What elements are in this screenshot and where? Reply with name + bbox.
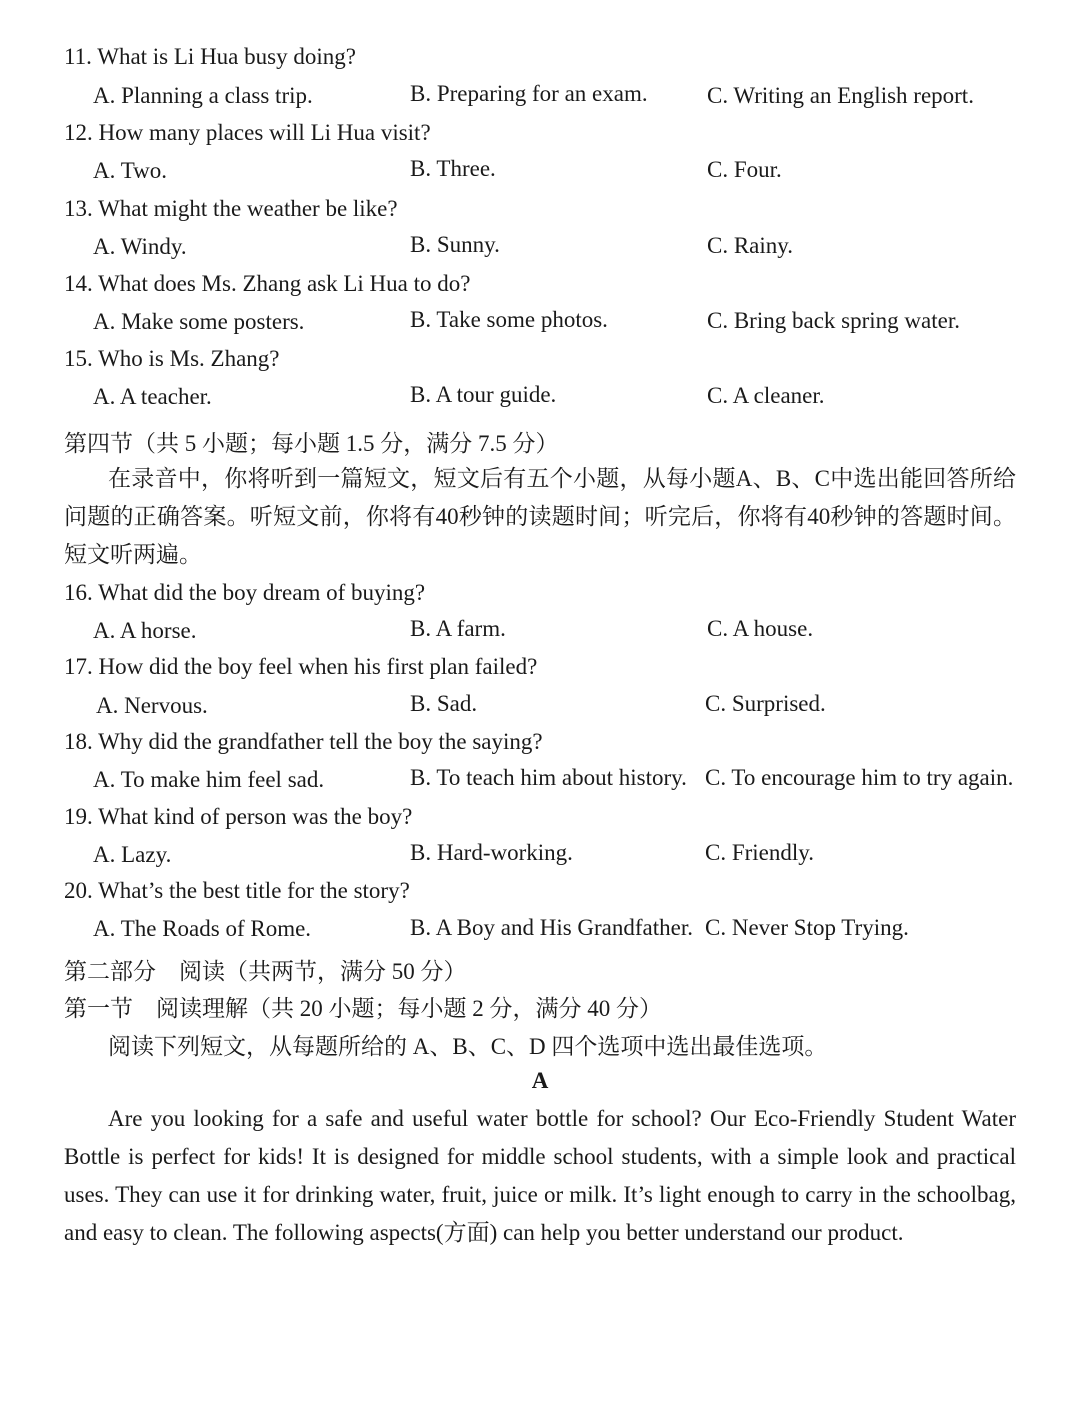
option-b: B. Three. [410, 156, 496, 181]
option-a: A. A teacher. [93, 384, 212, 409]
option-a: A. A horse. [93, 618, 197, 643]
option-a: A. Two. [93, 158, 167, 183]
reading-instructions: 阅读下列短文，从每题所给的 A、B、C、D 四个选项中选出最佳选项。 [108, 1034, 828, 1059]
option-b: B. Hard-working. [410, 840, 573, 865]
section-heading: 第一节 阅读理解（共 20 小题；每小题 2 分，满分 40 分） [64, 996, 662, 1021]
question-text: 19. What kind of person was the boy? [64, 804, 413, 829]
option-c: C. A cleaner. [707, 383, 825, 408]
question-text: 14. What does Ms. Zhang ask Li Hua to do? [64, 271, 471, 296]
option-b: B. Preparing for an exam. [410, 81, 648, 106]
section-instructions: 在录音中，你将听到一篇短文，短文后有五个小题，从每小题A、B、C中选出能回答所给问题的正确答案。听短文前，你将有40秒钟的读题时间；听完后，你将有40秒钟的答题时间。短文听两遍。 [64, 466, 1016, 567]
option-a: A. Windy. [93, 234, 187, 259]
option-c: C. A house. [707, 616, 814, 641]
option-c: C. Surprised. [705, 691, 826, 716]
option-a: A. Nervous. [96, 693, 208, 718]
option-a: A. Make some posters. [93, 309, 305, 334]
option-b: B. Sunny. [410, 232, 500, 257]
passage-label: A [531, 1068, 549, 1093]
option-a: A. Lazy. [93, 842, 172, 867]
option-c: C. Never Stop Trying. [705, 915, 909, 940]
option-b: B. A tour guide. [410, 382, 557, 407]
option-a: A. Planning a class trip. [93, 83, 313, 108]
option-a: A. The Roads of Rome. [93, 916, 312, 941]
question-text: 16. What did the boy dream of buying? [64, 580, 426, 605]
option-b: B. A Boy and His Grandfather. [410, 915, 693, 940]
option-c: C. Rainy. [707, 233, 794, 258]
section-heading: 第四节（共 5 小题；每小题 1.5 分，满分 7.5 分） [64, 431, 559, 456]
question-text: 17. How did the boy feel when his first plan failed? [64, 654, 538, 679]
option-a: A. To make him feel sad. [93, 767, 325, 792]
option-c: C. To encourage him to try again. [705, 765, 1014, 790]
passage-text: Are you looking for a safe and useful water bottle for school? Our Eco-Friendly Student Water Bottle is perfect for kids! It is designed for middle school students, with a simple look and practical uses. They can use it for drinking water, fruit, juice or milk. It’s light enough to carry in the schoolbag, and easy to clean. The following aspects(方面) can help you better understand our product. [64, 1106, 1016, 1245]
option-b: B. Take some photos. [410, 307, 608, 332]
option-c: C. Friendly. [705, 840, 815, 865]
option-b: B. A farm. [410, 616, 506, 641]
question-text: 20. What’s the best title for the story? [64, 878, 410, 903]
question-text: 13. What might the weather be like? [64, 196, 398, 221]
option-c: C. Bring back spring water. [707, 308, 960, 333]
option-c: C. Writing an English report. [707, 83, 974, 108]
option-c: C. Four. [707, 157, 782, 182]
option-b: B. Sad. [410, 691, 478, 716]
option-b: B. To teach him about history. [410, 765, 687, 790]
question-text: 18. Why did the grandfather tell the boy the saying? [64, 729, 543, 754]
question-text: 12. How many places will Li Hua visit? [64, 120, 431, 145]
part-heading: 第二部分 阅读（共两节，满分 50 分） [64, 959, 467, 984]
question-text: 15. Who is Ms. Zhang? [64, 346, 280, 371]
question-text: 11. What is Li Hua busy doing? [64, 44, 356, 69]
